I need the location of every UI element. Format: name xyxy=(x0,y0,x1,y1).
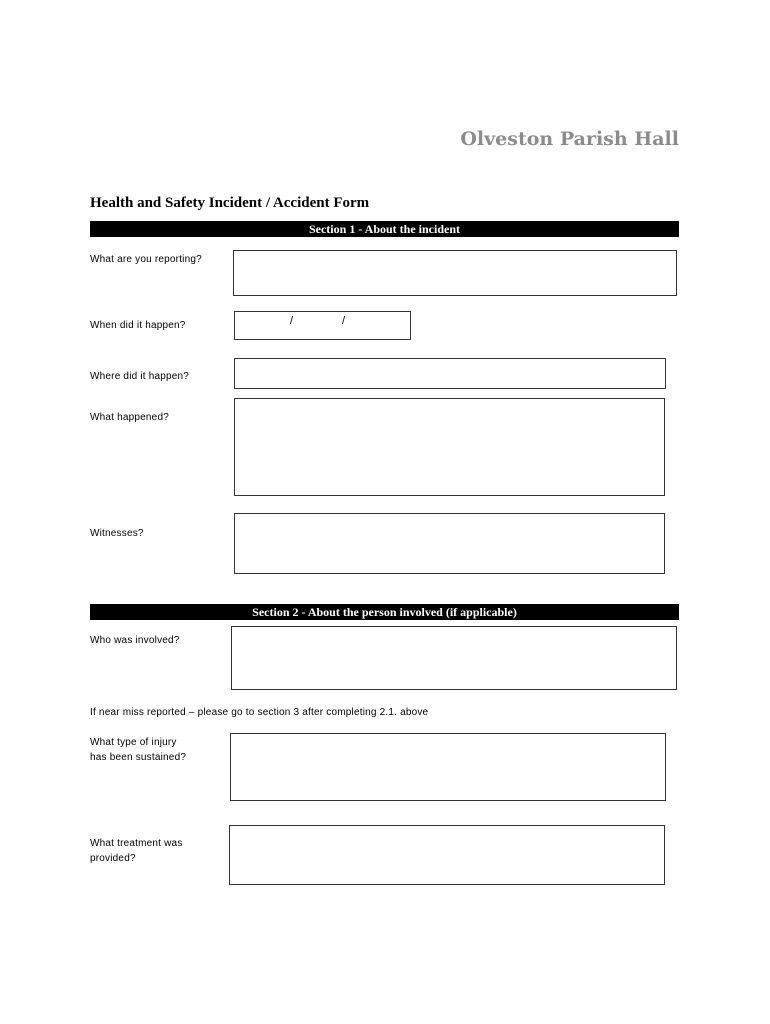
witnesses-field[interactable] xyxy=(234,513,665,574)
injury-field[interactable] xyxy=(230,733,666,801)
who-involved-field[interactable] xyxy=(231,626,677,690)
date-separator: / xyxy=(342,315,346,327)
section-2-header: Section 2 - About the person involved (if applicable) xyxy=(90,604,679,620)
who-involved-label: Who was involved? xyxy=(90,635,180,646)
when-label: When did it happen? xyxy=(90,320,186,331)
treatment-label-line-2: provided? xyxy=(90,853,136,864)
witnesses-label: Witnesses? xyxy=(90,528,144,539)
treatment-label-line-1: What treatment was xyxy=(90,838,183,849)
injury-label-line-1: What type of injury xyxy=(90,737,177,748)
date-separator: / xyxy=(290,315,294,327)
date-field[interactable] xyxy=(234,311,411,340)
form-title: Health and Safety Incident / Accident Form xyxy=(90,195,370,211)
near-miss-note: If near miss reported – please go to section 3 after completing 2.1. above xyxy=(90,707,429,718)
reporting-field[interactable] xyxy=(233,250,677,296)
what-happened-field[interactable] xyxy=(234,398,665,496)
treatment-field[interactable] xyxy=(229,825,665,885)
where-label: Where did it happen? xyxy=(90,371,190,382)
reporting-label: What are you reporting? xyxy=(90,254,202,265)
where-field[interactable] xyxy=(234,358,666,389)
what-happened-label: What happened? xyxy=(90,412,169,423)
injury-label-line-2: has been sustained? xyxy=(90,752,187,763)
organisation-name: Olveston Parish Hall xyxy=(460,128,679,150)
section-1-header: Section 1 - About the incident xyxy=(90,221,679,237)
